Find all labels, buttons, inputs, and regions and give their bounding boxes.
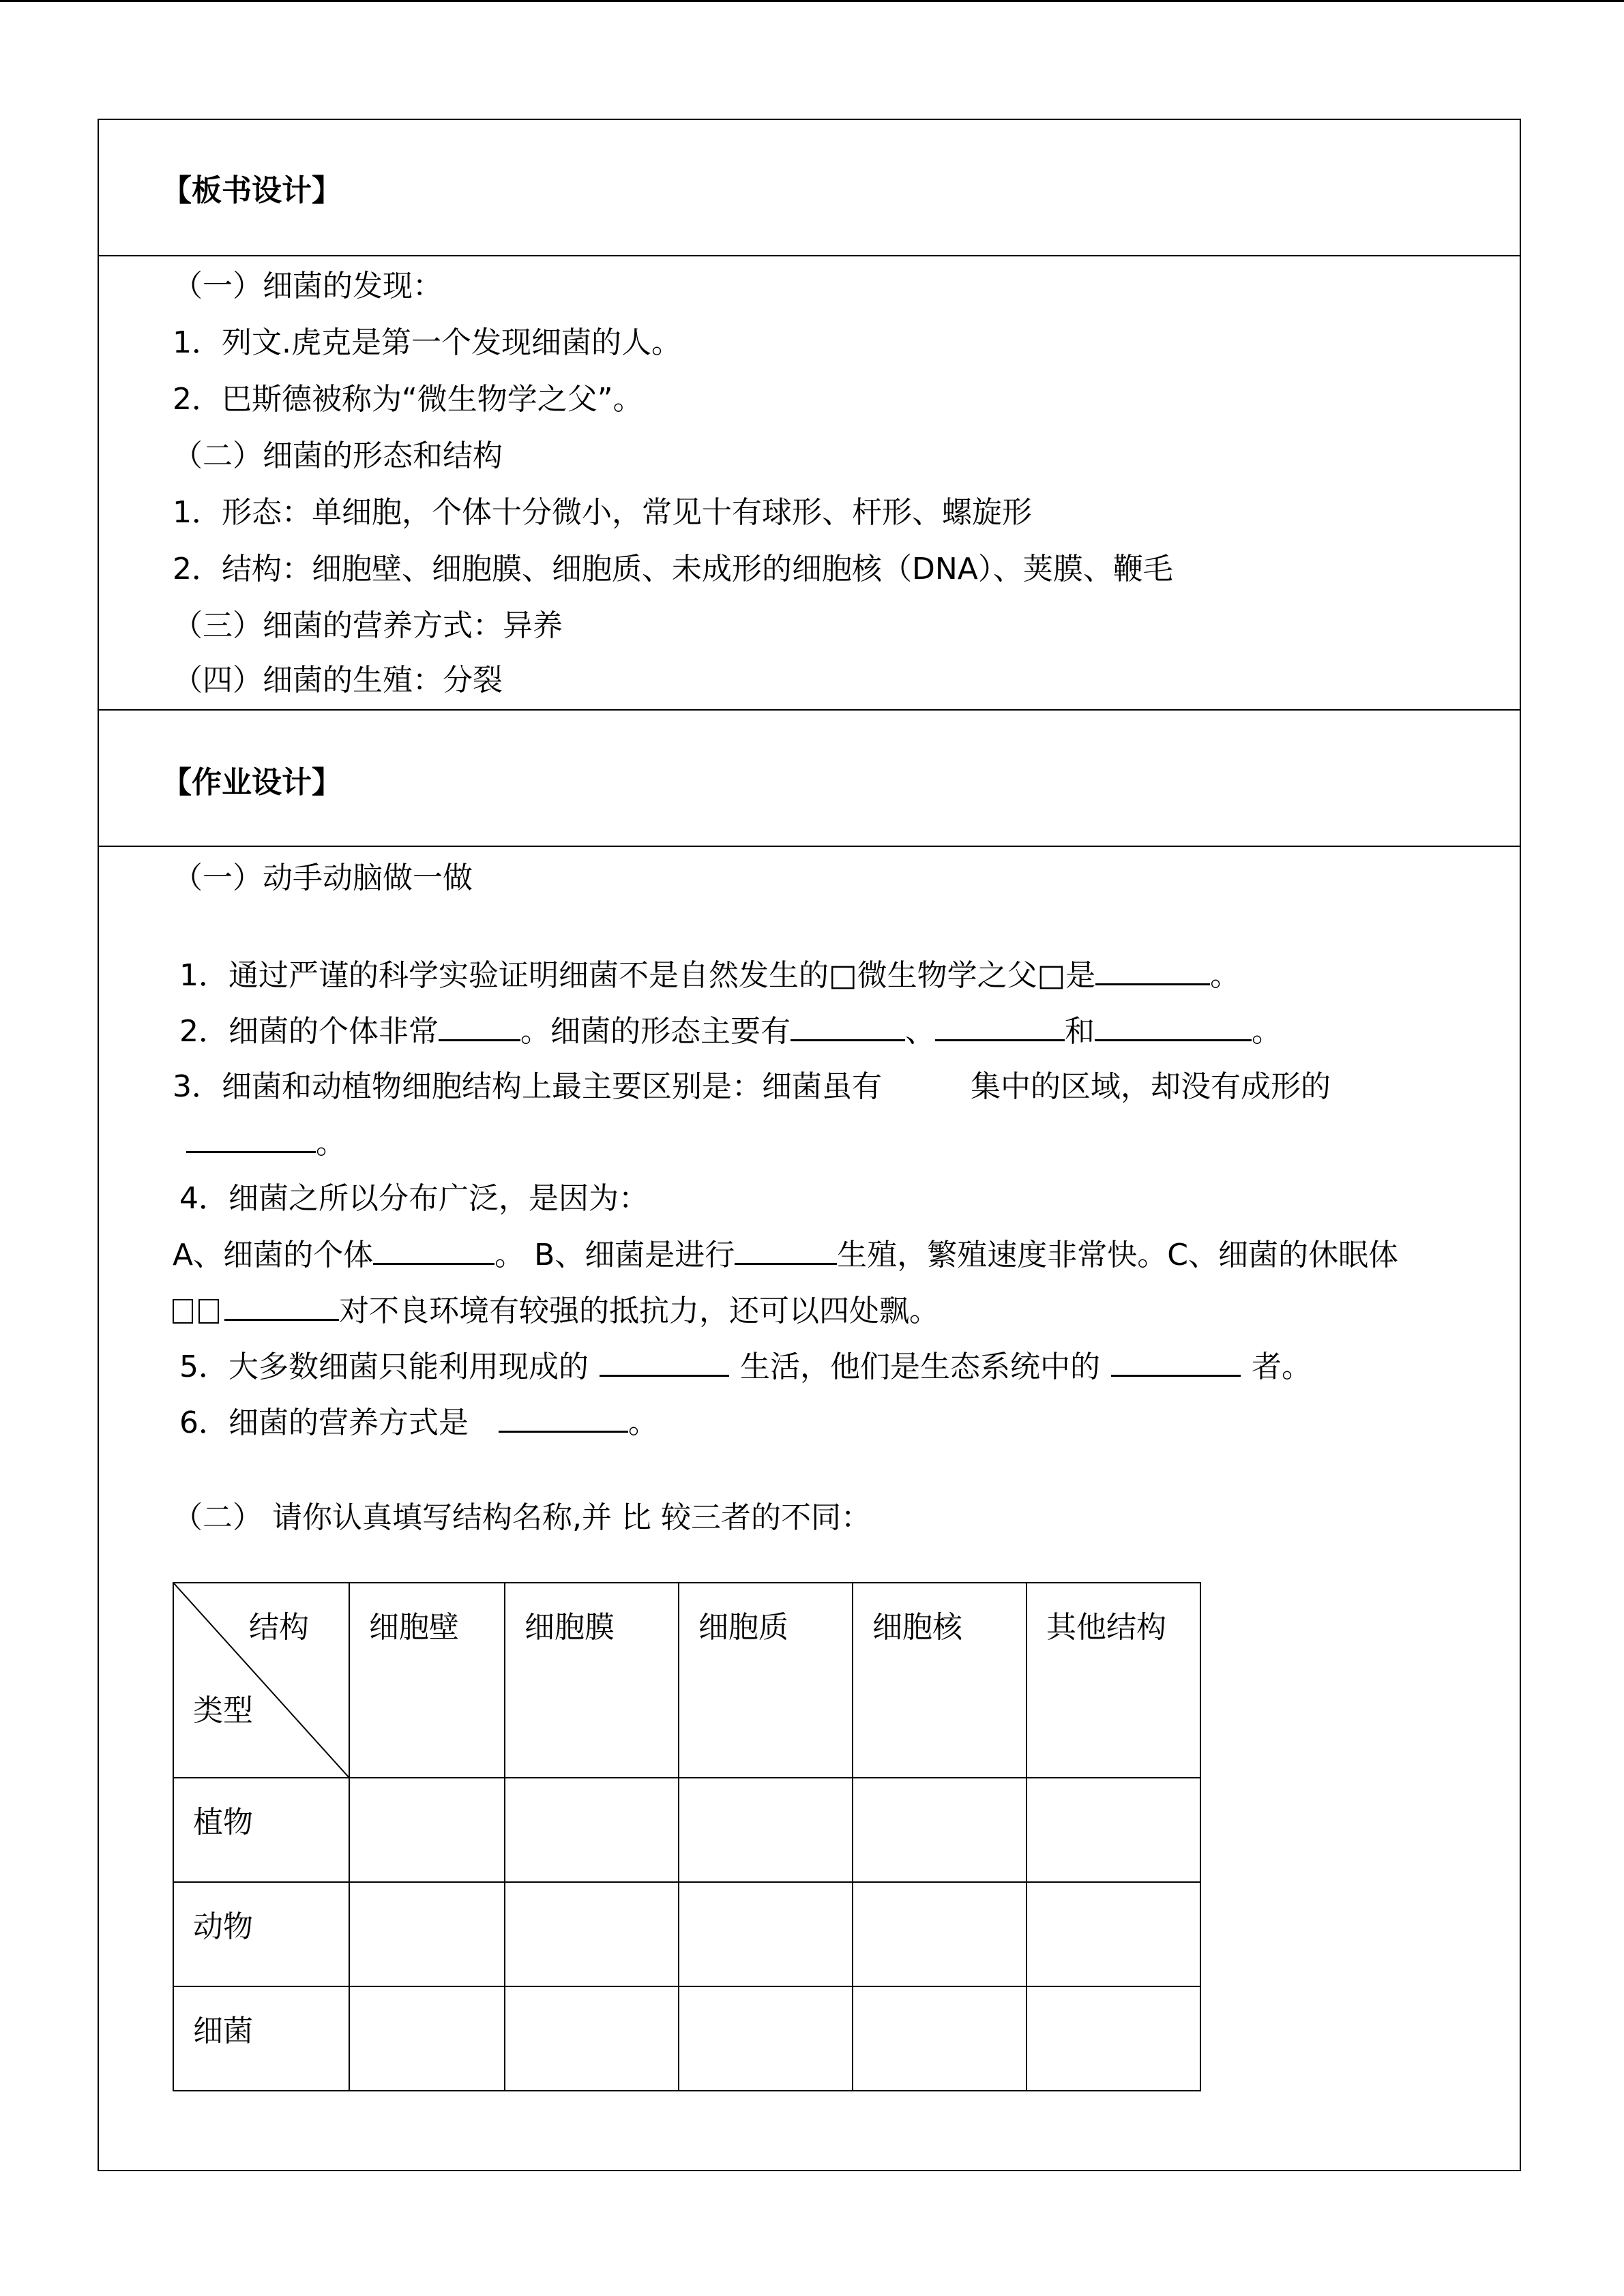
header-cell-wall: 细胞壁 <box>349 1583 505 1778</box>
q2-text-a: 2．细菌的个体非常 <box>179 1014 439 1049</box>
q4-blank-2[interactable] <box>735 1234 837 1265</box>
answer-cell[interactable] <box>679 1778 853 1882</box>
board-line-6: 2．结构：细胞壁、细胞膜、细胞质、未成形的细胞核（DNA）、荚膜、鞭毛 <box>173 552 1173 586</box>
part2-title: （二） 请你认真填写结构名称,并 比 较三者的不同： <box>173 1500 871 1535</box>
q2-text-c: 、 <box>905 1014 935 1049</box>
answer-cell[interactable] <box>349 1882 505 1986</box>
q5-text-c: 者。 <box>1252 1350 1312 1384</box>
q3-text-a: 3．细菌和动植物细胞结构上最主要区别是：细菌虽有 <box>173 1069 882 1104</box>
part1-title: （一）动手动脑做一做 <box>173 861 473 895</box>
q4-blank-3[interactable] <box>224 1290 339 1321</box>
board-line-8: （四）细菌的生殖：分裂 <box>173 663 503 698</box>
answer-cell[interactable] <box>1027 1778 1200 1882</box>
q2-blank-2[interactable] <box>791 1011 905 1041</box>
q6-blank[interactable] <box>499 1402 628 1433</box>
answer-cell[interactable] <box>853 1882 1027 1986</box>
answer-cell[interactable] <box>853 1986 1027 2091</box>
divider-2 <box>98 709 1521 711</box>
board-line-4: （二）细菌的形态和结构 <box>173 438 503 473</box>
q4-text-d: 对不良环境有较强的抵抗力，还可以四处飘。 <box>339 1294 939 1328</box>
homework-heading: 【作业设计】 <box>162 765 342 800</box>
row-label-plant: 植物 <box>173 1778 349 1882</box>
q2-text-b: 。细菌的形态主要有 <box>520 1014 791 1049</box>
q2-text-d: 和 <box>1065 1014 1095 1049</box>
table-row <box>173 1882 1200 1986</box>
answer-cell[interactable] <box>349 1986 505 2091</box>
question-4-line-1 <box>173 1234 1398 1276</box>
q6-text-a: 6．细菌的营养方式是 <box>179 1405 469 1440</box>
board-line-2: 1．列文.虎克是第一个发现细菌的人。 <box>173 325 681 360</box>
missing-glyph-box <box>173 1299 193 1324</box>
divider-3 <box>98 846 1521 847</box>
q3-end: 。 <box>316 1126 346 1161</box>
table-row <box>173 1986 1200 2091</box>
header-cell-nucleus: 细胞核 <box>853 1583 1027 1778</box>
q4-text-a: A、细菌的个体 <box>173 1238 374 1272</box>
divider-1 <box>98 255 1521 256</box>
q2-blank-4[interactable] <box>1095 1011 1252 1041</box>
missing-glyph-box <box>198 1299 219 1324</box>
q2-blank-3[interactable] <box>935 1011 1065 1041</box>
corner-label-structure: 结构 <box>249 1610 309 1645</box>
answer-cell[interactable] <box>505 1882 679 1986</box>
corner-label-type: 类型 <box>193 1693 253 1728</box>
top-rule <box>0 0 1624 2</box>
q5-text-a: 5．大多数细菌只能利用现成的 <box>179 1350 589 1384</box>
q4-blank-1[interactable] <box>373 1234 494 1265</box>
question-6 <box>179 1402 658 1444</box>
question-2 <box>179 1011 1282 1052</box>
q4-text-b: 。 B、细菌是进行 <box>494 1238 735 1272</box>
board-heading: 【板书设计】 <box>162 173 342 208</box>
header-cell-cytoplasm: 细胞质 <box>679 1583 853 1778</box>
question-3-line-1 <box>173 1067 1331 1107</box>
answer-cell[interactable] <box>505 1778 679 1882</box>
q2-end: 。 <box>1252 1014 1282 1049</box>
q3-text-b: 集中的区域，却没有成形的 <box>971 1069 1331 1104</box>
corner-cell <box>173 1583 349 1778</box>
header-cell-other: 其他结构 <box>1027 1583 1200 1778</box>
answer-cell[interactable] <box>1027 1986 1200 2091</box>
table-row <box>173 1778 1200 1882</box>
answer-cell[interactable] <box>679 1882 853 1986</box>
board-line-5: 1．形态：单细胞，个体十分微小，常见十有球形、杆形、螺旋形 <box>173 495 1032 530</box>
q5-text-b: 生活，他们是生态系统中的 <box>740 1350 1100 1384</box>
board-line-1: （一）细菌的发现： <box>173 269 443 303</box>
q1-text: 1．通过严谨的科学实验证明细菌不是自然发生的□微生物学之父□是 <box>179 958 1096 993</box>
comparison-table <box>173 1582 1201 2091</box>
answer-cell[interactable] <box>349 1778 505 1882</box>
header-cell-membrane: 细胞膜 <box>505 1583 679 1778</box>
question-3-line-2 <box>186 1122 346 1164</box>
q5-blank-1[interactable] <box>600 1346 729 1377</box>
q6-end: 。 <box>628 1405 658 1440</box>
answer-cell[interactable] <box>853 1778 1027 1882</box>
answer-cell[interactable] <box>505 1986 679 2091</box>
q2-blank-1[interactable] <box>439 1011 520 1041</box>
row-label-bacteria: 细菌 <box>173 1986 349 2091</box>
q5-blank-2[interactable] <box>1111 1346 1241 1377</box>
q3-blank[interactable] <box>186 1122 316 1153</box>
question-4-title: 4．细菌之所以分布广泛，是因为： <box>179 1181 649 1216</box>
board-line-7: （三）细菌的营养方式：异养 <box>173 608 563 643</box>
answer-cell[interactable] <box>1027 1882 1200 1986</box>
q4-text-c: 生殖，繁殖速度非常快。C、细菌的休眠体 <box>837 1238 1399 1272</box>
row-label-animal: 动物 <box>173 1882 349 1986</box>
question-4-line-2 <box>173 1290 939 1332</box>
q1-end: 。 <box>1210 958 1241 993</box>
question-1 <box>179 955 1240 996</box>
board-line-3: 2．巴斯德被称为“微生物学之父”。 <box>173 382 643 417</box>
question-5 <box>179 1346 1312 1388</box>
q1-blank[interactable] <box>1095 955 1210 985</box>
answer-cell[interactable] <box>679 1986 853 2091</box>
